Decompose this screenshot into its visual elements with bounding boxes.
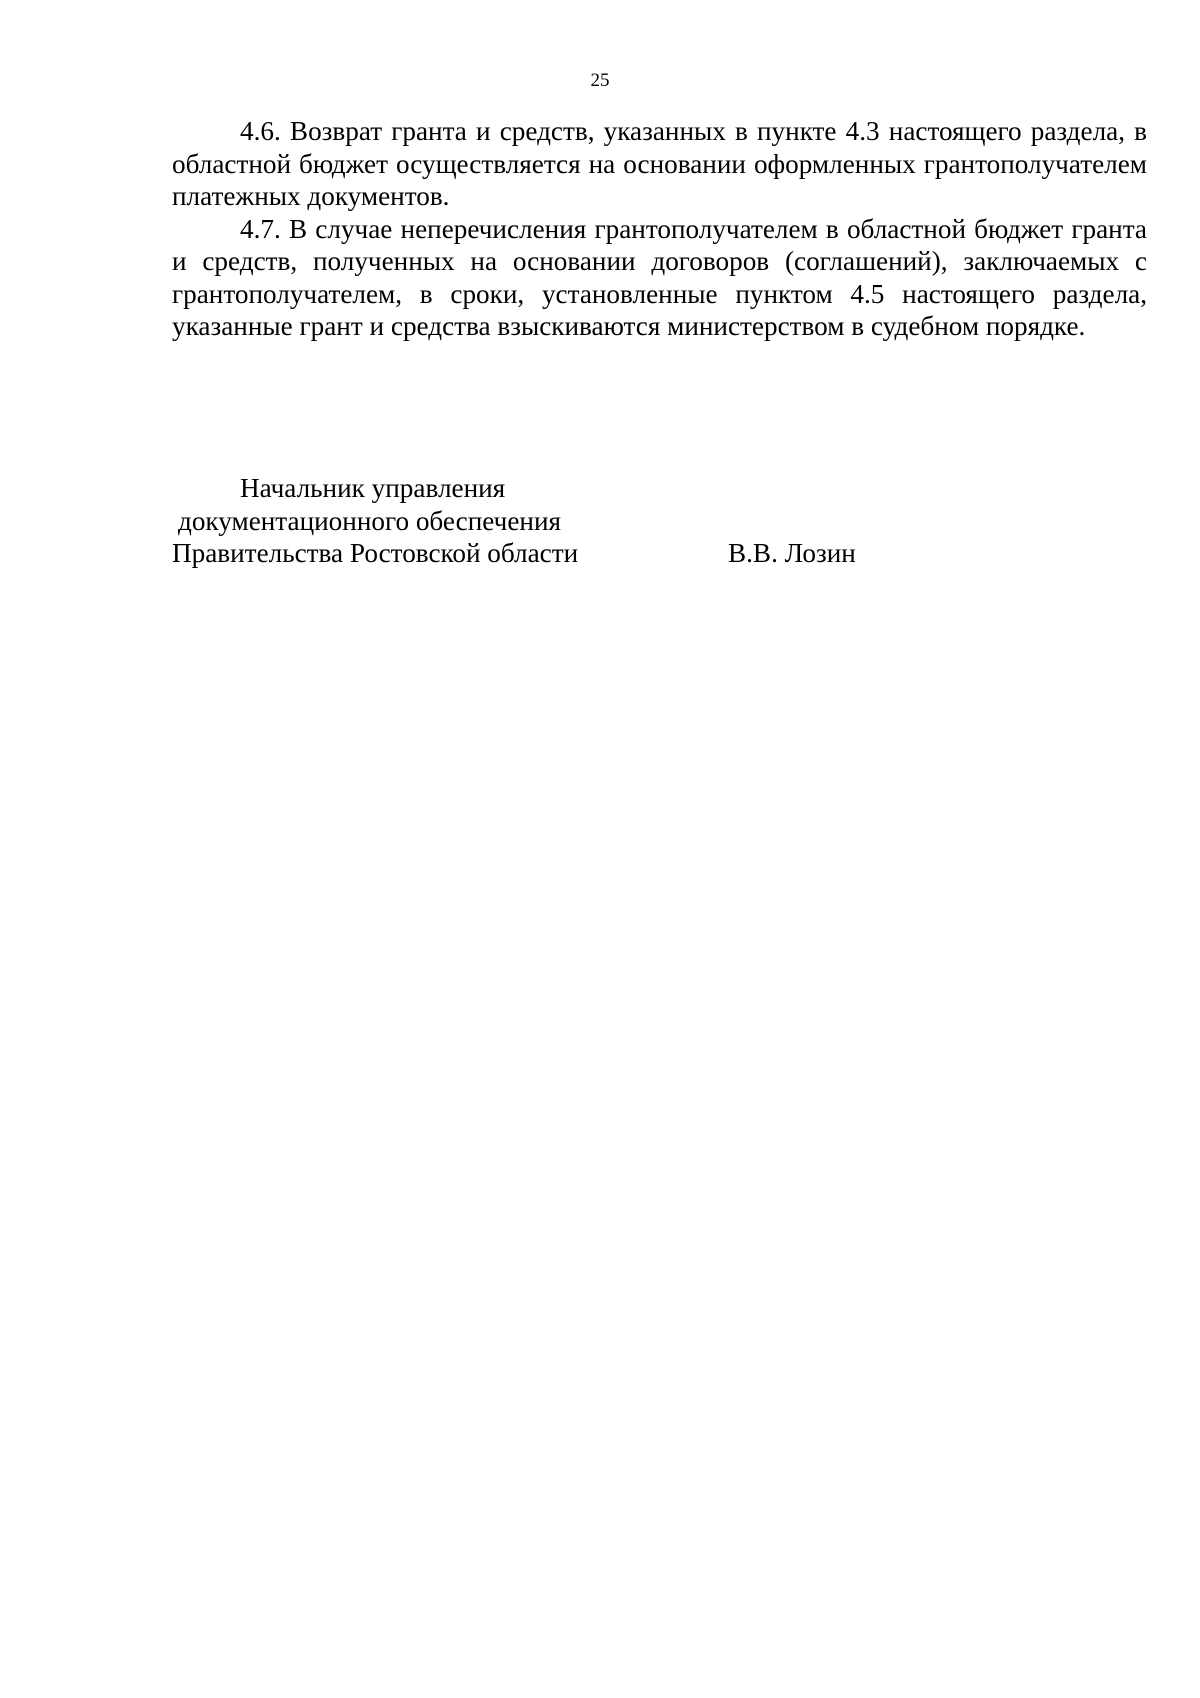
paragraph-4-7: 4.7. В случае неперечисления грантополучателем в областной бюджет гранта и средств, полученных на основании договоров (соглашений), заключаемых с грантополучателем, в сроки, установленные пунктом 4.5 настоящего раздела, указанные грант и средства взыскиваются министерством в судебном порядке. [172, 213, 1147, 341]
signatory-title-line-1: Начальник управления [240, 473, 506, 503]
document-body [172, 115, 1147, 343]
signatory-name: В.В. Лозин [728, 538, 856, 568]
signatory-title-line-2: документационного обеспечения [178, 505, 562, 536]
page-number: 25 [590, 70, 610, 91]
paragraph-4-6: 4.6. Возврат гранта и средств, указанных в пункте 4.3 настоящего раздела, в областной бюджет осуществляется на основании оформленных грантополучателем платежных документов. [172, 116, 1147, 211]
signatory-title-line-3: Правительства Ростовской области [172, 538, 579, 568]
signatory-row [172, 537, 892, 570]
signature-block [172, 472, 892, 570]
